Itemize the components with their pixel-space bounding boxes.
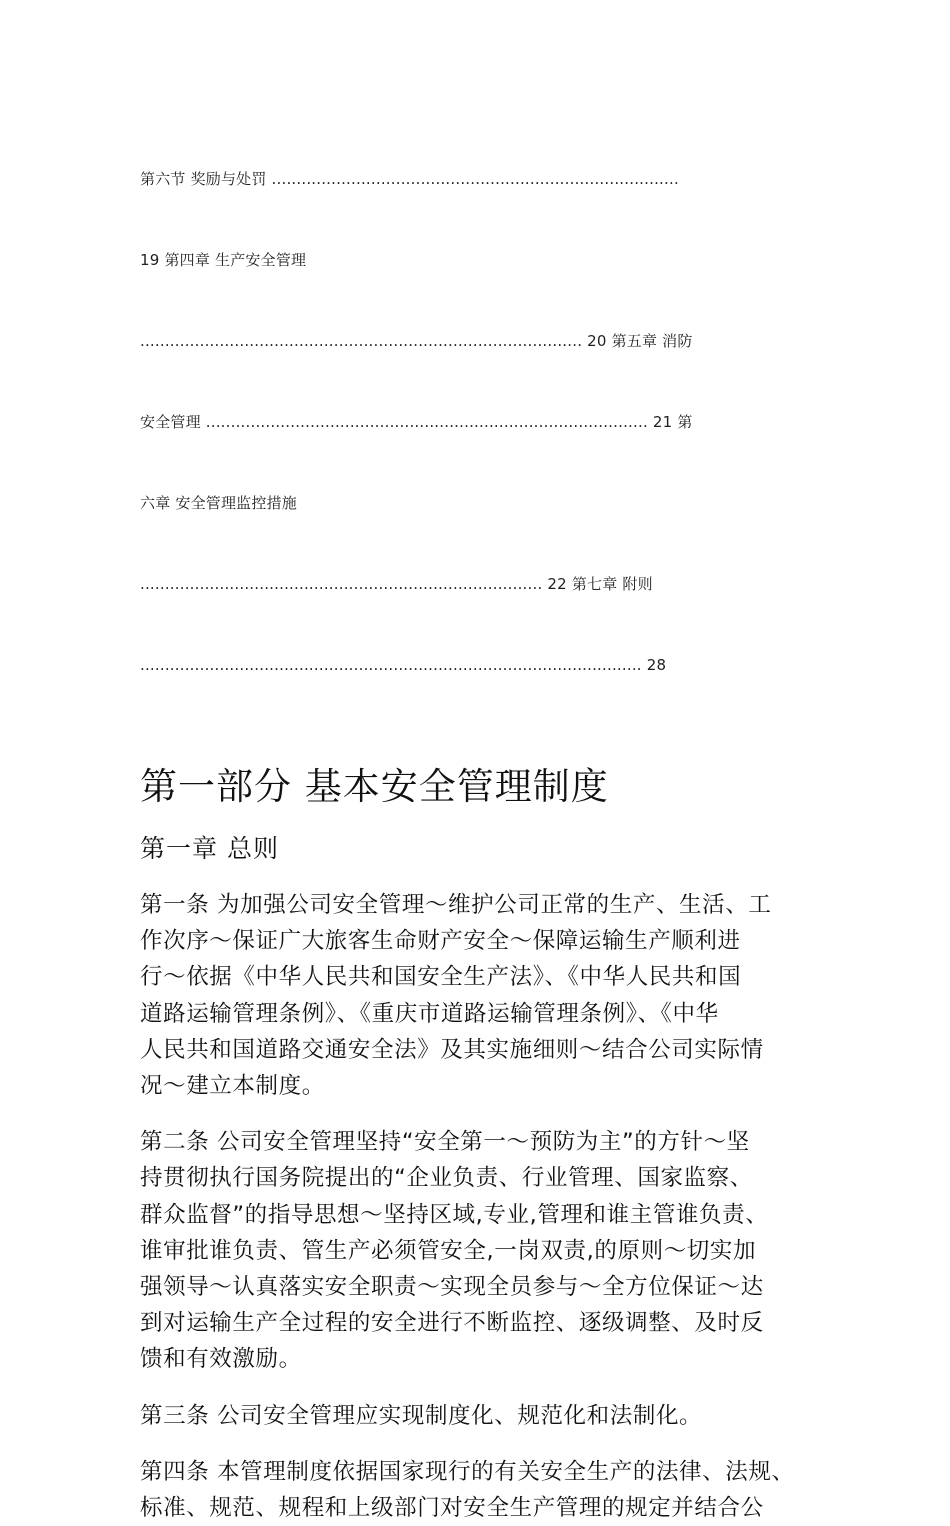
article-line: 谁审批谁负责、管生产必须管安全,一岗双责,的原则～切实加 bbox=[140, 1237, 757, 1264]
article-line: 人民共和国道路交通安全法》及其实施细则～结合公司实际情 bbox=[140, 1036, 764, 1063]
article-line: 群众监督”的指导思想～坚持区域,专业,管理和谁主管谁负责、 bbox=[140, 1201, 769, 1228]
part-title: 第一部分 基本安全管理制度 bbox=[140, 765, 609, 808]
article-3 bbox=[140, 1398, 825, 1434]
article-4 bbox=[140, 1454, 825, 1526]
article-line: 第四条 本管理制度依据国家现行的有关安全生产的法律、法规、 bbox=[140, 1458, 795, 1485]
article-line: 第一条 为加强公司安全管理～维护公司正常的生产、生活、工 bbox=[140, 892, 772, 918]
table-of-contents bbox=[140, 112, 825, 733]
toc-line: 六章 安全管理监控措施 bbox=[140, 494, 297, 512]
document-page bbox=[140, 112, 825, 1526]
article-line: 馈和有效激励。 bbox=[140, 1346, 302, 1373]
article-line: 行～依据《中华人民共和国安全生产法》、《中华人民共和国 bbox=[140, 964, 742, 991]
article-line: 况～建立本制度。 bbox=[140, 1073, 325, 1100]
article-line: 标准、规范、规程和上级部门对安全生产管理的规定并结合公 bbox=[140, 1495, 764, 1522]
article-line: 到对运输生产全过程的安全进行不断监控、逐级调整、及时反 bbox=[140, 1310, 764, 1337]
toc-line: ................................................................................. 22 第七章 附则 bbox=[140, 575, 653, 593]
article-line: 道路运输管理条例》、《重庆市道路运输管理条例》、《中华 bbox=[140, 1000, 719, 1027]
article-line: 第三条 公司安全管理应实现制度化、规范化和法制化。 bbox=[140, 1402, 703, 1429]
article-line: 作次序～保证广大旅客生命财产安全～保障运输生产顺利进 bbox=[140, 928, 741, 955]
toc-line: 第六节 奖励与处罚 .................................................................................. bbox=[140, 170, 679, 188]
toc-line: 安全管理 ......................................................................................... 21 第 bbox=[140, 413, 693, 431]
chapter-title: 第一章 总则 bbox=[140, 834, 279, 863]
article-1 bbox=[140, 887, 825, 1104]
article-2 bbox=[140, 1124, 825, 1377]
toc-line: 19 第四章 生产安全管理 bbox=[140, 251, 307, 269]
toc-line: ......................................................................................... 20 第五章 消防 bbox=[140, 332, 693, 350]
article-line: 强领导～认真落实安全职责～实现全员参与～全方位保证～达 bbox=[140, 1274, 764, 1301]
article-line: 第二条 公司安全管理坚持“安全第一～预防为主”的方针～坚 bbox=[140, 1129, 750, 1156]
toc-line: ..................................................................................................... 28 bbox=[140, 656, 667, 674]
article-line: 持贯彻执行国务院提出的“企业负责、行业管理、国家监察、 bbox=[140, 1165, 753, 1192]
